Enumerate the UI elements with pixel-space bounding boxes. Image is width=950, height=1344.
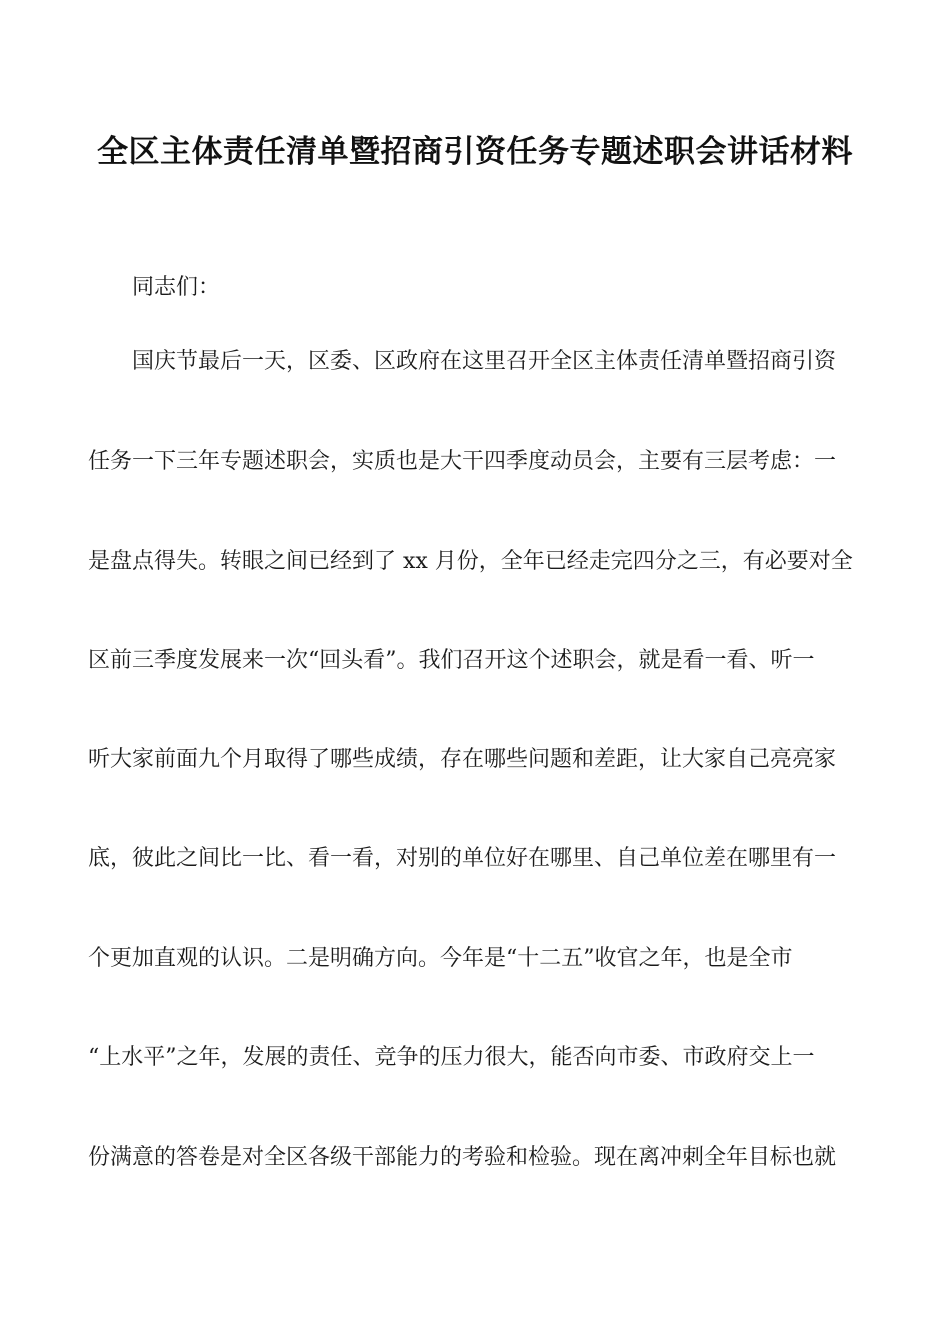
paragraph-line-1: 国庆节最后一天，区委、区政府在这里召开全区主体责任清单暨招商引资: [132, 349, 837, 374]
paragraph-line-8: “上水平”之年，发展的责任、竞争的压力很大，能否向市委、市政府交上一: [88, 1045, 815, 1070]
paragraph-line-3: 是盘点得失。转眼之间已经到了 xx 月份，全年已经走完四分之三，有必要对全: [88, 549, 853, 574]
salutation: 同志们：: [132, 275, 221, 300]
paragraph-line-6: 底，彼此之间比一比、看一看，对别的单位好在哪里、自己单位差在哪里有一: [88, 846, 837, 871]
document-title: 全区主体责任清单暨招商引资任务专题述职会讲话材料: [97, 134, 853, 170]
paragraph-line-9: 份满意的答卷是对全区各级干部能力的考验和检验。现在离冲刺全年目标也就: [88, 1145, 837, 1170]
paragraph-line-4: 区前三季度发展来一次“回头看”。我们召开这个述职会，就是看一看、听一: [88, 648, 815, 673]
paragraph-line-7: 个更加直观的认识。二是明确方向。今年是“十二五”收官之年，也是全市: [88, 946, 793, 971]
paragraph-line-2: 任务一下三年专题述职会，实质也是大干四季度动员会，主要有三层考虑：一: [88, 449, 837, 474]
paragraph-line-5: 听大家前面九个月取得了哪些成绩，存在哪些问题和差距，让大家自己亮亮家: [88, 747, 837, 772]
